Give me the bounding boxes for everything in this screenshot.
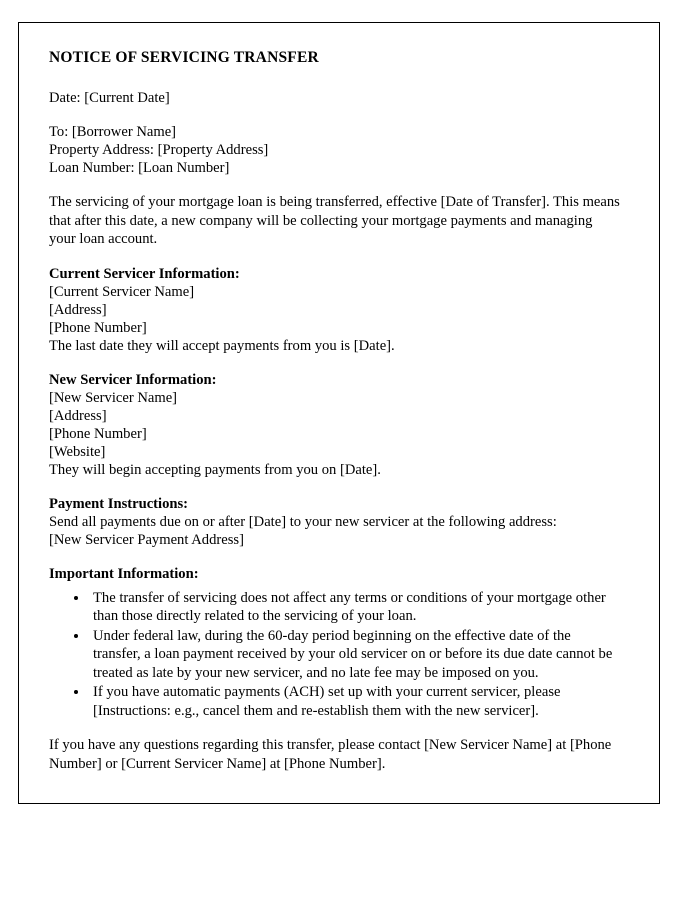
recipient-block	[49, 123, 621, 177]
new-servicer-address: [Address]	[49, 407, 107, 424]
recipient-loan-number: Loan Number: [Loan Number]	[49, 160, 230, 176]
date-line: Date: [Current Date]	[49, 90, 170, 106]
current-servicer-block	[49, 265, 621, 355]
important-information-block	[49, 565, 621, 721]
document-page	[18, 22, 660, 804]
current-servicer-heading: Current Servicer Information:	[49, 265, 240, 282]
current-servicer-address: [Address]	[49, 301, 107, 318]
page-title: NOTICE OF SERVICING TRANSFER	[49, 49, 319, 66]
closing-paragraph: If you have any questions regarding this transfer, please contact [New Servicer Name] at [Phone Number] or [Current Servicer Name] at [Phone Number].	[49, 737, 612, 772]
current-servicer-last-payment-date: The last date they will accept payments from you is [Date].	[49, 337, 395, 354]
new-servicer-name: [New Servicer Name]	[49, 389, 178, 406]
new-servicer-phone: [Phone Number]	[49, 425, 147, 442]
new-servicer-block	[49, 371, 621, 479]
new-servicer-website: [Website]	[49, 443, 106, 460]
intro-paragraph: The servicing of your mortgage loan is being transferred, effective [Date of Transfer]. This means that after this date, a new company will be collecting your mortgage payments and managing your loan account.	[49, 194, 620, 247]
current-servicer-name: [Current Servicer Name]	[49, 283, 195, 300]
date-block	[49, 89, 621, 107]
document-content	[49, 49, 621, 773]
payment-instructions-heading: Payment Instructions:	[49, 495, 189, 512]
new-servicer-begin-accepting: They will begin accepting payments from you on [Date].	[49, 461, 381, 478]
list-item: • If you have automatic payments (ACH) set up with your current servicer, please [Instructions: e.g., cancel them and re-establish them with the new servicer].	[89, 683, 621, 720]
recipient-property-address: Property Address: [Property Address]	[49, 142, 269, 158]
payment-instructions-line2: [New Servicer Payment Address]	[49, 531, 244, 548]
list-item: • Under federal law, during the 60-day period beginning on the effective date of the transfer, a loan payment received by your old servicer on or before its due date cannot be treated as late by your new servicer, and no late fee may be imposed on you.	[89, 627, 621, 683]
intro-block	[49, 193, 621, 249]
list-item: • The transfer of servicing does not affect any terms or conditions of your mortgage other than those directly related to the servicing of your loan.	[89, 589, 621, 626]
recipient-to: To: [Borrower Name]	[49, 124, 177, 140]
payment-instructions-line1: Send all payments due on or after [Date] to your new servicer at the following address:	[49, 513, 557, 530]
closing-block	[49, 736, 621, 773]
current-servicer-phone: [Phone Number]	[49, 319, 147, 336]
new-servicer-heading: New Servicer Information:	[49, 371, 217, 388]
important-information-list	[49, 589, 621, 721]
important-information-heading: Important Information:	[49, 565, 199, 582]
payment-instructions-block	[49, 495, 621, 549]
